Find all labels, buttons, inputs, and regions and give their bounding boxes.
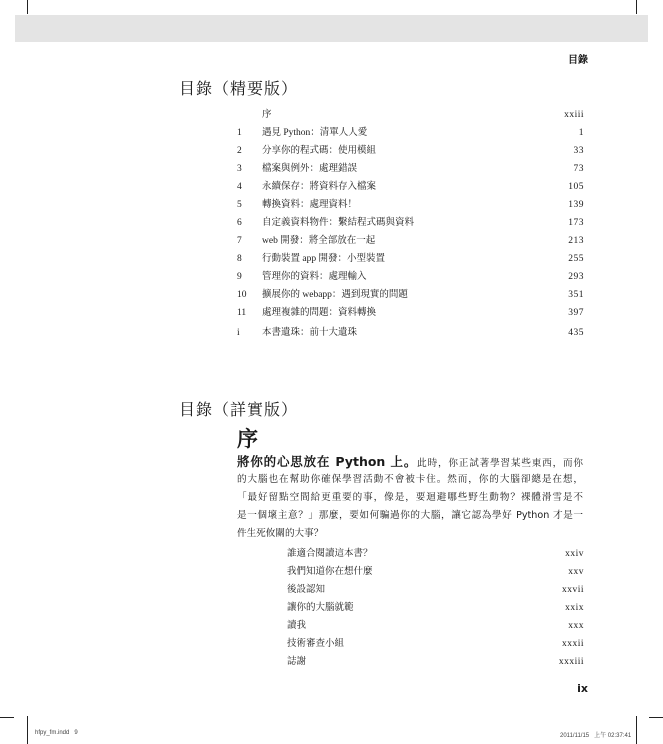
paragraph-line: [237, 453, 583, 471]
toc-entry: [237, 106, 584, 124]
toc-subentry: [287, 581, 584, 599]
chapter-number: 5: [237, 200, 242, 210]
chapter-title: 序: [262, 110, 272, 120]
toc-subentry: [287, 599, 584, 617]
subentry-title: 誰適合閱讀這本書？: [287, 549, 373, 559]
chapter-number: 2: [237, 146, 242, 156]
page-number: ix: [577, 682, 588, 695]
toc-entry: [237, 304, 584, 322]
toc-subentry: [287, 653, 584, 671]
paragraph-lead: 將你的心思放在 Python 上。: [237, 454, 418, 469]
footer-filename: hfpy_fm.indd 9: [35, 730, 78, 736]
paragraph-text: 此時，你正試著學習某些東西，而你: [417, 458, 583, 469]
chapter-number: 3: [237, 164, 242, 174]
page-ref: xxv: [568, 567, 584, 577]
crop-mark-top-left: [27, 0, 28, 14]
paragraph-line: 的大腦也在幫助你確保學習活動不會被卡住。然而，你的大腦卻總是在想，: [237, 474, 583, 485]
toc-entry: [237, 250, 584, 268]
page-ref: xxiv: [565, 549, 584, 559]
toc-entry: [237, 268, 584, 286]
brief-toc-list: [237, 106, 584, 342]
page-ref: 255: [568, 254, 584, 264]
toc-subentry: [287, 545, 584, 563]
page-ref: 105: [568, 182, 584, 192]
toc-entry: [237, 178, 584, 196]
detailed-toc-title: 目錄（詳實版）: [179, 400, 299, 419]
chapter-title: 遇見 Python：清單人人愛: [262, 128, 368, 138]
chapter-title: 永續保存：將資料存入檔案: [262, 182, 377, 192]
preface-paragraph: [237, 453, 583, 543]
page-ref: 73: [573, 164, 584, 174]
toc-subentry: [287, 563, 584, 581]
chapter-title: 管理你的資料：處理輸入: [262, 272, 367, 282]
toc-subentry: [287, 635, 584, 653]
page-ref: xxx: [568, 621, 584, 631]
footer-timestamp: 2011/11/15 上午 02:37:41: [560, 733, 632, 739]
chapter-number: 7: [237, 236, 242, 246]
chapter-title: 自定義資料物件：繫結程式碼與資料: [262, 218, 415, 228]
chapter-number: 8: [237, 254, 242, 264]
paragraph-line: 是一個壞主意？」那麼，要如何騙過你的大腦，讓它認為學好 Python 才是一: [237, 510, 583, 521]
chapter-title: 轉換資料：處理資料！: [262, 200, 358, 210]
page-ref: 293: [568, 272, 584, 282]
chapter-number: 6: [237, 218, 242, 228]
crop-mark-bottom-left-h: [0, 717, 14, 718]
page-ref: 139: [568, 200, 584, 210]
crop-mark-bottom-left: [27, 716, 28, 744]
subentry-title: 後設認知: [287, 585, 326, 595]
chapter-title: 處理複雜的問題：資料轉換: [262, 308, 377, 318]
page-ref: 435: [568, 328, 584, 338]
chapter-number: 1: [237, 128, 242, 138]
chapter-number: 4: [237, 182, 242, 192]
subentry-title: 誌謝: [287, 657, 307, 667]
page-ref: 351: [568, 290, 584, 300]
chapter-title: 檔案與例外：處理錯誤: [262, 164, 358, 174]
page-ref: xxxii: [561, 639, 584, 649]
detailed-toc-list: [287, 545, 584, 671]
toc-subentry: [287, 617, 584, 635]
chapter-number: i: [237, 328, 240, 338]
chapter-number: 11: [237, 308, 247, 318]
running-title: 目錄: [568, 55, 588, 66]
crop-mark-bottom-right-h: [649, 717, 663, 718]
toc-entry: [237, 196, 584, 214]
subentry-title: 我們知道你在想什麼: [287, 567, 373, 577]
page-ref: 213: [568, 236, 584, 246]
crop-mark-bottom-right: [636, 716, 637, 744]
subentry-title: 讓你的大腦就範: [287, 603, 354, 613]
chapter-title: web 開發：將全部放在一起: [262, 236, 376, 246]
subentry-title: 技術審查小組: [287, 639, 345, 649]
paragraph-line: 件生死攸關的大事？: [237, 528, 324, 539]
chapter-number: 9: [237, 272, 242, 282]
toc-entry: [237, 324, 584, 342]
page-ref: xxiii: [564, 110, 584, 120]
brief-toc-title: 目錄（精要版）: [179, 79, 299, 98]
subentry-title: 讀我: [287, 621, 307, 631]
page-ref: xxvii: [561, 585, 584, 595]
toc-entry: [237, 232, 584, 250]
page-ref: 33: [573, 146, 584, 156]
chapter-title: 擴展你的 webapp：遇到現實的問題: [262, 290, 408, 300]
page-ref: 173: [568, 218, 584, 228]
top-gray-band: [15, 15, 648, 42]
paragraph-line: 「最好留點空間給更重要的事，像是，要迴避哪些野生動物？裸體滑雪是不: [237, 492, 583, 503]
section-title: 序: [237, 427, 258, 451]
chapter-title: 行動裝置 app 開發：小型裝置: [262, 254, 385, 264]
page-ref: xxxiii: [558, 657, 584, 667]
toc-entry: [237, 142, 584, 160]
page-ref: 397: [568, 308, 584, 318]
toc-entry: [237, 214, 584, 232]
toc-entry: [237, 124, 584, 142]
chapter-title: 本書遺珠：前十大遺珠: [262, 328, 358, 338]
chapter-number: 10: [237, 290, 247, 300]
toc-entry: [237, 286, 584, 304]
chapter-title: 分享你的程式碼：使用模組: [262, 146, 377, 156]
toc-entry: [237, 160, 584, 178]
crop-mark-top-right: [636, 0, 637, 14]
page-ref: xxix: [565, 603, 584, 613]
page-ref: 1: [578, 128, 584, 138]
